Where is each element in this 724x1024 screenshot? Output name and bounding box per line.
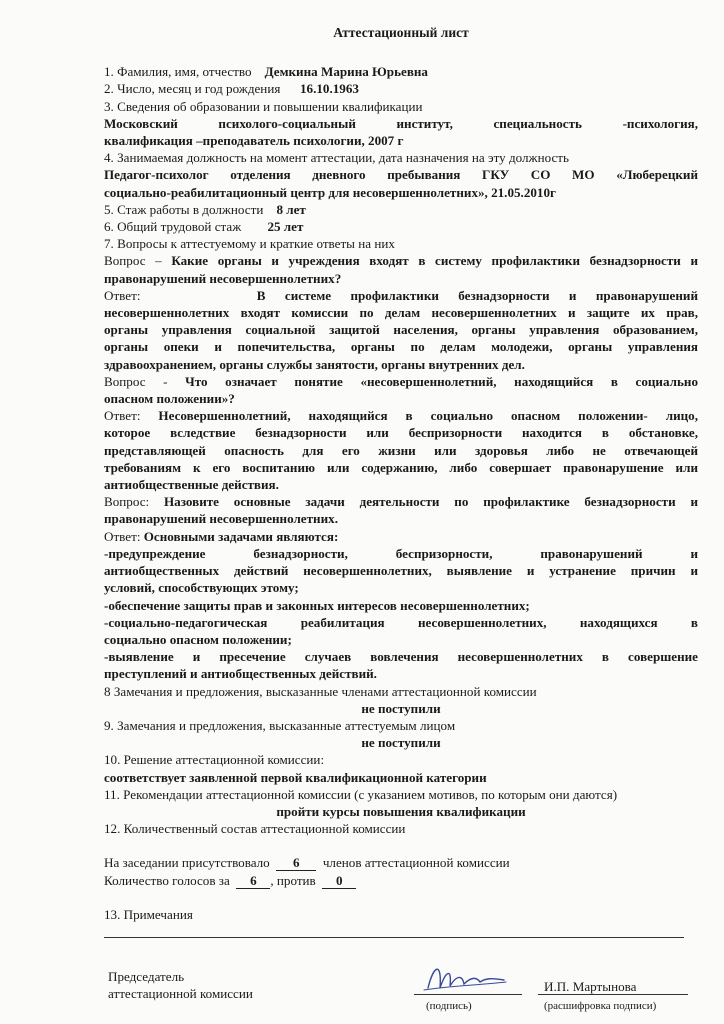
education-line: квалификация –преподаватель психологии, 2007 г [104, 133, 404, 149]
answer-3: Ответ: Основными задачами являются: [104, 528, 339, 544]
document-title: Аттестационный лист [333, 25, 469, 40]
votes-against: 0 [322, 873, 356, 889]
field-position-heading: 4. Занимаемая должность на момент аттестации, дата назначения на эту должность [104, 150, 569, 166]
recommendations-value: пройти курсы повышения квалификации [276, 803, 526, 819]
questions-heading: 7. Вопросы к аттестуемому и краткие ответы на них [104, 236, 395, 252]
answer-3-line: социально опасном положении; [104, 631, 292, 647]
commission-remarks-value: не поступили [361, 700, 441, 716]
field-value: Демкина Марина Юрьевна [264, 64, 428, 80]
question-3-cont: правонарушений несовершеннолетних. [104, 511, 338, 527]
position-line: социально-реабилитационный центр для несовершеннолетних», 21.05.2010г [104, 184, 556, 200]
answer-1-line: несовершеннолетних входят комиссии по делам несовершеннолетних и защите их прав, [104, 305, 698, 321]
name-line [538, 994, 688, 995]
field-commission-remarks: 8 Замечания и предложения, высказанные членами аттестационной комиссии [104, 683, 537, 699]
signature-line [414, 994, 522, 995]
field-commission-size: 12. Количественный состав аттестационной комиссии [104, 821, 406, 837]
position-line: Педагог-психолог отделения дневного пребывания ГКУ СО МО «Люберецкий [104, 167, 698, 183]
answer-3-line: -обеспечение защиты прав и законных интересов несовершеннолетних; [104, 597, 530, 613]
question-1-cont: правонарушений несовершеннолетних? [104, 270, 342, 286]
answer-2-line: антиобщественные действия. [104, 477, 279, 493]
question-1: Вопрос – Какие органы и учреждения входят в систему профилактики безнадзорности и [104, 253, 698, 269]
handwritten-signature [420, 958, 510, 998]
field-label: 2. Число, месяц и год рождения [104, 81, 281, 97]
field-education-heading: 3. Сведения об образовании и повышении квалификации [104, 98, 423, 114]
field-candidate-remarks: 9. Замечания и предложения, высказанные аттестуемым лицом [104, 717, 456, 733]
field-notes: 13. Примечания [104, 906, 193, 922]
answer-2: Ответ: Несовершеннолетний, находящийся в социально опасном положении- лицо, [104, 408, 698, 424]
answer-1-line: органы управления социальной защитой населения, органы управления образованием, [104, 322, 698, 338]
candidate-remarks-value: не поступили [361, 735, 441, 751]
field-recommendations: 11. Рекомендации аттестационной комиссии (с указанием мотивов, по которым они даются) [104, 786, 618, 802]
signatory-name: И.П. Мартынова [544, 979, 637, 994]
votes-for: 6 [236, 873, 270, 889]
answer-2-line: требованиям к его воспитанию или содержанию, либо совершает правонарушение или [104, 459, 698, 475]
answer-3-line: -выявление и пресечение случаев вовлечения несовершеннолетних в совершение [104, 649, 698, 665]
name-caption: (расшифровка подписи) [544, 1000, 657, 1012]
field-full-name [104, 63, 698, 80]
answer-1: Ответ: В системе профилактики безнадзорности и правонарушений [104, 287, 698, 303]
attendance-line: На заседании присутствовало 6 членов аттестационной комиссии [104, 855, 510, 871]
answer-1-line: органы опеки и попечительства, органы по делам молодежи, органы управления [104, 339, 698, 355]
answer-3-line: -социально-педагогическая реабилитация несовершеннолетних, находящихся в [104, 614, 698, 630]
answer-1-line: здравоохранением, органы службы занятости, органы внутренних дел. [104, 356, 525, 372]
attendance-count: 6 [276, 855, 316, 871]
signatory-role: Председатель аттестационной комиссии [108, 969, 253, 1001]
field-birth-date [104, 80, 698, 97]
answer-3-line: преступлений и антиобщественных действий. [104, 666, 377, 682]
attestation-sheet [104, 24, 698, 938]
notes-line [104, 937, 684, 938]
question-2-cont: опасном положении»? [104, 391, 235, 407]
answer-3-line: антиобщественных действий несовершеннолетних, выявление и устранение причин и [104, 563, 698, 579]
answer-3-line: -предупреждение безнадзорности, беспризорности, правонарушений и [104, 545, 698, 561]
education-line: Московский психолого-социальный институт, специальность -психология, [104, 115, 698, 131]
votes-line: Количество голосов за 6 , против 0 [104, 872, 698, 889]
answer-2-line: которое вследствие безнадзорности или беспризорности находится в обстановке, [104, 425, 698, 441]
question-2: Вопрос - Что означает понятие «несовершеннолетний, находящийся в социально [104, 373, 698, 389]
question-3: Вопрос: Назовите основные задачи деятельности по профилактике безнадзорности и [104, 494, 698, 510]
field-label: 1. Фамилия, имя, отчество [104, 64, 252, 80]
decision-value: соответствует заявленной первой квалификационной категории [104, 769, 487, 785]
field-total-experience: 6. Общий трудовой стаж 25 лет [104, 219, 304, 235]
signature-caption: (подпись) [426, 1000, 472, 1012]
field-value: 16.10.1963 [299, 81, 359, 97]
answer-3-line: условий, способствующих этому; [104, 580, 299, 596]
answer-2-line: представляющей опасность для его жизни или здоровья либо не отвечающей [104, 442, 698, 458]
field-decision: 10. Решение аттестационной комиссии: [104, 752, 325, 768]
field-position-tenure: 5. Стаж работы в должности 8 лет [104, 201, 306, 217]
